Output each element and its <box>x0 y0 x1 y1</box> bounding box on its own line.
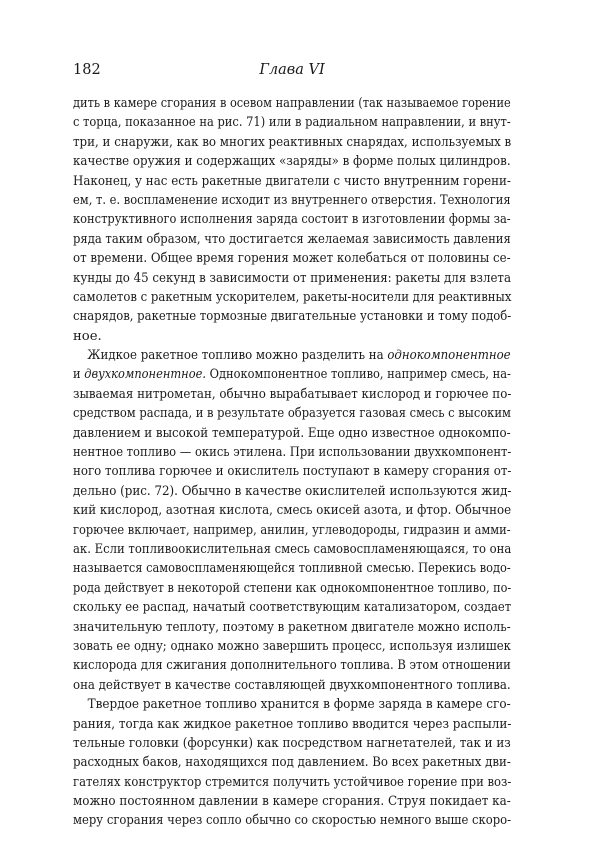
text-span: Жидкое ракетное топливо можно разделить на <box>87 348 388 364</box>
page-number: 182 <box>73 62 101 78</box>
text-span: и <box>73 367 85 383</box>
text-line: ем, т. е. воспламенение исходит из внутреннего отверстия. Технология <box>73 192 511 208</box>
text-line: кислорода для сжигания дополнительного топлива. В этом отношении <box>73 658 511 674</box>
text-line: тельные головки (форсунки) как посредством нагнетателей, так и из <box>73 735 511 751</box>
text-line: гателях конструктор стремится получить устойчивое горение при воз- <box>73 774 512 790</box>
text-line: нентное топливо — окись этилена. При использовании двухкомпонент- <box>73 445 512 461</box>
text-line: Твердое ракетное топливо хранится в форме заряда в камере сго- <box>87 697 511 713</box>
text-line: скольку ее распад, начатый соответствующим катализатором, создает <box>73 600 512 616</box>
text-line: три, и снаружи, как во многих реактивных снарядах, используемых в <box>73 134 512 150</box>
text-line: рода действует в некоторой степени как однокомпонентное топливо, по- <box>73 580 512 596</box>
paragraph-3 <box>73 695 511 831</box>
text-span: Однокомпонентное топливо, например смесь, на- <box>205 367 511 383</box>
text-line: качестве оружия и содержащих «заряды» в форме полых цилиндров. <box>73 154 511 170</box>
text-line: с торца, показанное на рис. 71) или в радиальном направлении, и внут- <box>73 115 511 131</box>
text-line: значительную теплоту, поэтому в ракетном двигателе можно исполь- <box>73 619 511 635</box>
text-line: ного топлива горючее и окислитель поступают в камеру сгорания от- <box>73 464 512 480</box>
text-line: зываемая нитрометан, обычно вырабатывает кислород и горючее по- <box>73 386 512 402</box>
text-line: зовать ее одну; однако можно завершить процесс, используя излишек <box>73 638 511 654</box>
text-line: снарядов, ракетные тормозные двигательные установки и тому подоб- <box>73 309 512 325</box>
text-line <box>73 346 511 365</box>
text-line: называется самовоспламеняющейся топливной смесью. Перекись водо- <box>73 561 511 577</box>
emphasis-term: двухкомпонентное. <box>84 367 206 383</box>
text-line: меру сгорания через сопло обычно со скоростью немного выше скоро- <box>73 813 512 829</box>
chapter-title: Глава VI <box>259 62 325 78</box>
text-line: от времени. Общее время горения может колебаться от половины се- <box>73 251 511 267</box>
text-line: можно постоянном давлении в камере сгорания. Струя покидает ка- <box>73 794 511 810</box>
text-line <box>73 365 511 384</box>
text-line: дельно (рис. 72). Обычно в качестве окислителей используются жид- <box>73 483 512 499</box>
text-line: рания, тогда как жидкое ракетное топливо вводится через распыли- <box>73 716 512 732</box>
emphasis-term: однокомпонентное <box>387 348 511 364</box>
body-text <box>73 94 511 831</box>
paragraph-1 <box>73 94 511 346</box>
text-line: она действует в качестве составляющей двухкомпонентного топлива. <box>73 677 511 693</box>
text-line: расходных баков, находящихся под давлением. Во всех ракетных дви- <box>73 755 511 771</box>
text-line: давлением и высокой температурой. Еще одно известное однокомпо- <box>73 425 511 441</box>
text-line: Наконец, у нас есть ракетные двигатели с чисто внутренним горени- <box>73 173 511 189</box>
text-line: средством распада, и в результате образуется газовая смесь с высоким <box>73 406 511 422</box>
text-line: самолетов с ракетным ускорителем, ракеты-носители для реактивных <box>73 289 512 305</box>
text-line: ное. <box>73 328 102 344</box>
page-header <box>73 62 511 82</box>
text-line: дить в камере сгорания в осевом направлении (так называемое горение <box>73 96 511 111</box>
text-line: ак. Если топливоокислительная смесь самовоспламеняющаяся, то она <box>73 541 512 557</box>
text-line: конструктивного исполнения заряда состоит в изготовлении формы за- <box>73 212 511 228</box>
text-line: кий кислород, азотная кислота, смесь окисей азота, и фтор. Обычное <box>73 503 512 519</box>
text-line: горючее включает, например, анилин, углеводороды, гидразин и амми- <box>73 522 511 538</box>
paragraph-2 <box>73 346 511 695</box>
text-line: кунды до 45 секунд в зависимости от применения: ракеты для взлета <box>73 270 511 286</box>
text-line: ряда таким образом, что достигается желаемая зависимость давления <box>73 231 511 247</box>
